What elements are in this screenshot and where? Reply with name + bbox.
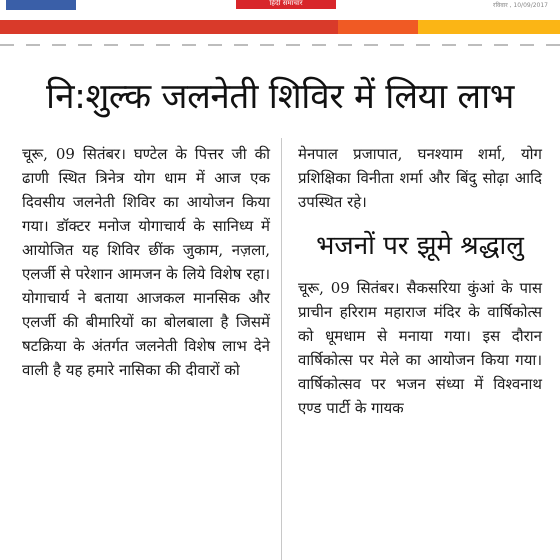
masthead-strip xyxy=(0,0,560,16)
second-article-headline: भजनों पर झूमे श्रद्धालु xyxy=(316,231,524,261)
masthead-label-text: हिंदी समाचार xyxy=(269,0,303,7)
color-bar-orange xyxy=(338,20,418,34)
color-bar-yellow xyxy=(418,20,560,34)
article-body-right: मेनपाल प्रजापात, घनश्याम शर्मा, योग प्रशिक्षिका विनीता शर्मा और बिंदु सोढ़ा आदि उपस्थित रहे। xyxy=(298,145,542,211)
article-body-left: चूरू, 09 सितंबर। घण्टेल के पित्तर जी की ढाणी स्थित त्रिनेत्र योग धाम में आज एक दिवसीय जलनेती शिविर का आयोजन किया गया। डॉक्टर मनोज योगाचार्य के सानिध्य में आयोजित यह शिविर छींक जुकाम, नज़ला, एलर्जी से परेशान आमजन के लिये विशेष रहा। योगाचार्य ने बताया आजकल मानसिक और एलर्जी की बीमारियों का बोलबाला है जिसमें षटक्रिया के अंतर्गत जलनेती विशेष लाभ देने वाली है यह हमारे नासिका की दीवारों को xyxy=(22,145,270,379)
dashed-rule xyxy=(0,44,560,46)
second-article-body: चूरू, 09 सितंबर। सैकसरिया कुंआं के पास प्राचीन हरिराम महाराज मंदिर के वार्षिकोत्स को धूमधाम से मनाया गया। इस दौरान वार्षिकोत्स पर मेले का आयोजन किया गया। वार्षिकोत्सव पर भजन संध्या में विश्वनाथ एण्ड पार्टी के गायक xyxy=(298,279,542,417)
masthead-blue-block xyxy=(6,0,76,10)
column-divider xyxy=(281,138,282,560)
color-bar-red xyxy=(0,20,338,34)
article-column-left xyxy=(22,142,270,382)
masthead-meta: रविवार , 10/09/2017 xyxy=(493,2,548,9)
article-headline: नि:शुल्क जलनेती शिविर में लिया लाभ xyxy=(46,77,514,117)
article-column-right xyxy=(298,142,542,420)
